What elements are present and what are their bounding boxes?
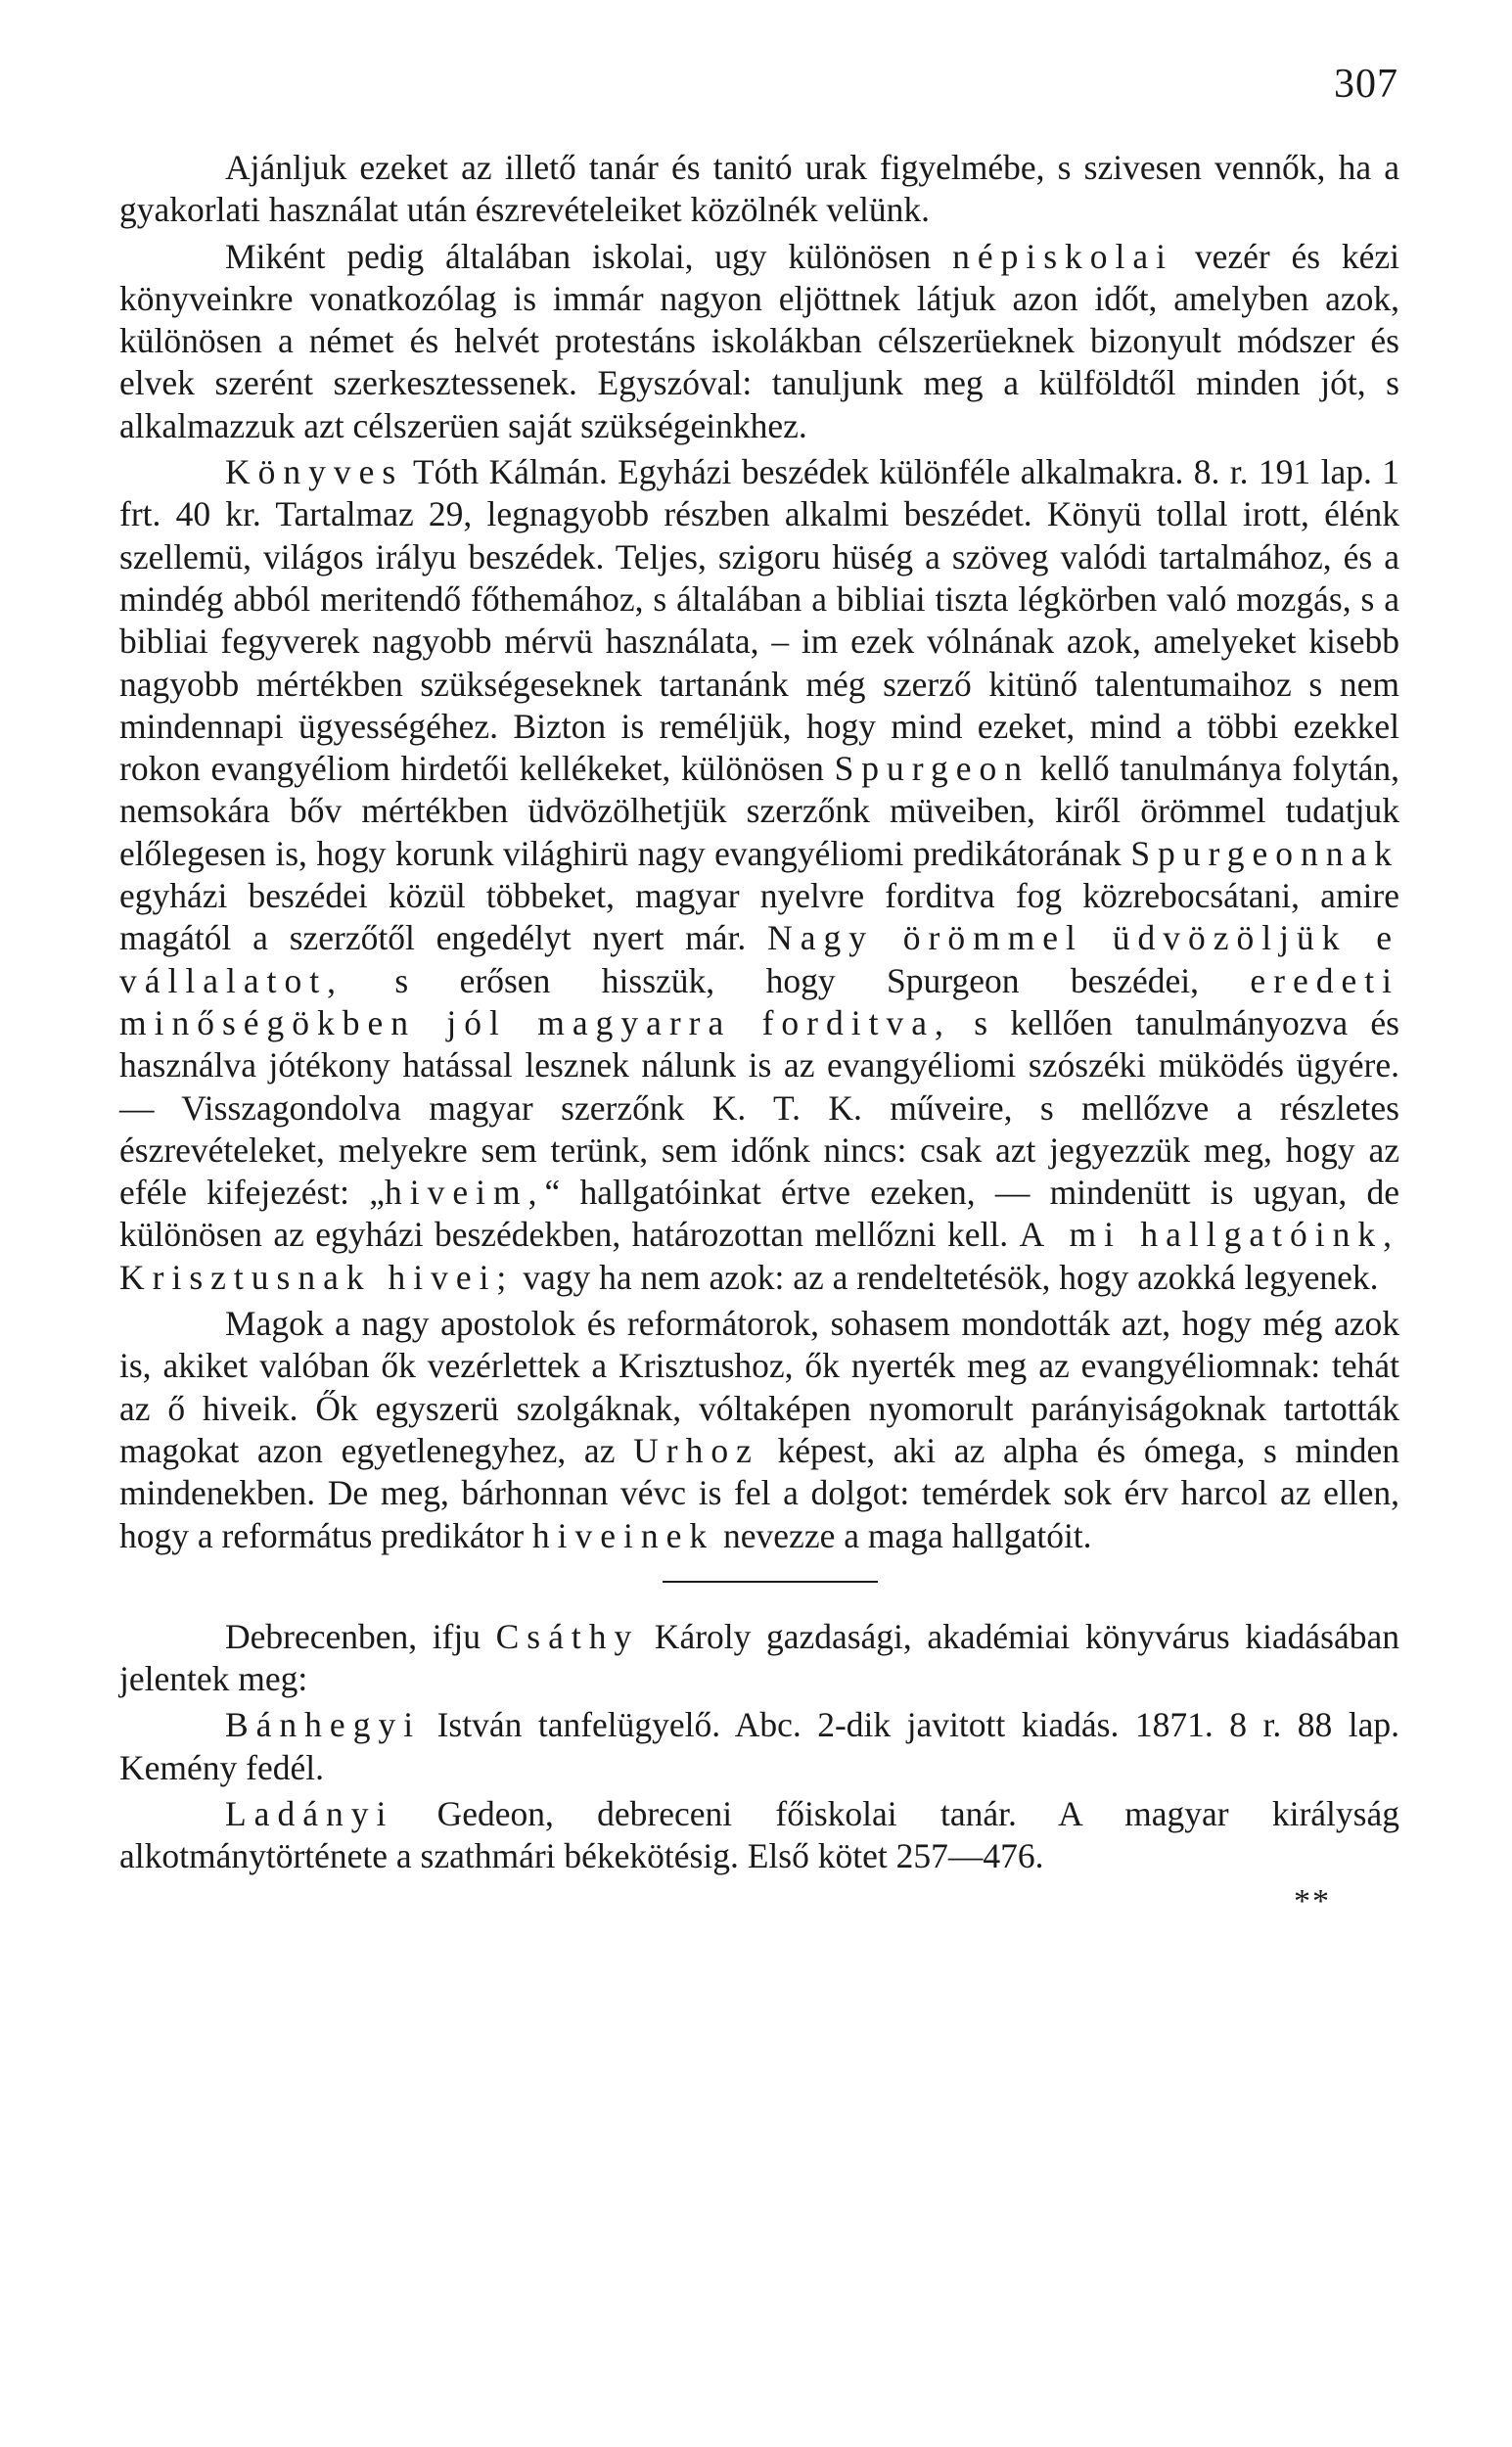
text-span: s erősen hisszük, hogy Spurgeon beszédei, xyxy=(343,960,1251,1000)
text-span: képest, aki az alpha és ómega, s minden mindenekben. De meg, bárhonnan vévc is fel a dolgot: temérdek sok érv harcol az ellen, hogy a református predikátor xyxy=(119,1430,1400,1555)
paragraph-apostles xyxy=(119,1303,1399,1557)
text-span: Magok a nagy apostolok és reformátorok, sohasem mondották azt, hogy még azok is, akiket valóban ők vezérlettek a Krisztushoz, ők nyerték meg az evangyéliomnak: tehát az ő hiveik. Ők egyszerü szolgáknak, vóltaképen nyomorult parányiságoknak tartották magokat azon egyetlenegyhez, az xyxy=(119,1304,1399,1470)
text-span: vagy ha nem azok: az a rendeltetésök, hogy azokká legyenek. xyxy=(514,1257,1379,1297)
emphasis-a-mi-hallgatoink: A mi hallgatóink, Krisztusnak hivei; xyxy=(119,1215,1399,1297)
paragraph-recommendation: Ajánljuk ezeket az illető tanár és tanitó urak figyelmébe, s szivesen vennők, ha a gyakorlati használat után észrevételeiket közölnék velünk. xyxy=(119,148,1399,230)
paragraph-publisher xyxy=(119,1616,1399,1701)
text-span: “ hallgatóinkat értve ezeken, — mindenütt is ugyan, de különösen az egyházi beszédekben, határozottan mellőzni kell. xyxy=(119,1173,1400,1255)
page-number: 307 xyxy=(1334,62,1398,107)
emphasis-urhoz: Urhoz xyxy=(633,1430,759,1470)
text-span: vezér és kézi könyveinkre vonatkozólag is immár nagyon eljöttnek látjuk azon időt, amelyben azok, különösen a német és helvét protestáns iskolákban célszerüeknek bizonyult módszer és elvek szerént szerkesztessenek. Egyszóval: tanuljunk meg a külföldtől minden jót, s alkalmazzuk azt célszerüen saját szükségeinkhez. xyxy=(119,236,1399,445)
paragraph-schoolbooks xyxy=(119,236,1399,447)
section-divider xyxy=(119,1561,1399,1616)
emphasis-ladanyi: Ladányi xyxy=(225,1793,394,1833)
text-span: egyházi beszédei közül többeket, magyar nyelvre forditva fog közrebocsátani, amire magától a szerzőtől engedélyt nyert már. xyxy=(119,876,1399,958)
emphasis-hiveinek: hiveinek xyxy=(531,1515,715,1555)
page-body xyxy=(119,147,1399,1922)
signature-stars: ** xyxy=(1294,1882,1331,1919)
paragraph-ladanyi xyxy=(119,1793,1399,1878)
text-span: kellő tanulmánya folytán, nemsokára bőv mértékben üdvözölhetjük szerzőnk müveiben, kiről örömmel tudatjuk előlegesen is, hogy korunk világhirü nagy evangyéliomi predikátorának xyxy=(119,749,1399,873)
emphasis-hiveim: hiveim, xyxy=(385,1173,545,1213)
text-span: Debrecenben, ifju xyxy=(225,1616,496,1656)
text-span: Gedeon, debreceni főiskolai tanár. A magyar királyság alkotmánytörténete a szathmári békekötésig. Első kötet 257—476. xyxy=(119,1793,1399,1876)
paragraph-review-toth xyxy=(119,451,1399,1299)
text-span: Tóth Kálmán. Egyházi beszédek különféle alkalmakra. 8. r. 191 lap. 1 frt. 40 kr. Tartalmaz 29, legnagyobb részben alkalmi beszédet. Könyü tollal irott, élénk szellemü, világos irályu beszédek. Teljes, szigoru hüség a szöveg valódi tartalmához, és a mindég abból meritendő főthemához, s általában a bibliai tiszta légkörben való mozgás, s a bibliai fegyverek nagyobb mérvü használata, – im ezek vólnának azok, amelyeket kisebb nagyobb mértékben szükségeseknek tartanánk még szerző kitünő talentumaihoz s nem mindennapi ügyességéhez. Bizton is reméljük, hogy mind ezeket, mind a többi ezekkel rokon evangyéliom hirdetői kellékeket, különösen xyxy=(119,452,1399,789)
text-span: nevezze a maga hallgatóit. xyxy=(714,1515,1092,1555)
emphasis-spurgeonnak: Spurgeonnak xyxy=(1130,833,1399,873)
text-span: s kellően tanulmányozva és használva jótékony hatással lesznek nálunk is az evangyéliomi szószéki müködés ügyére. — Visszagondolva magyar szerzőnk K. T. K. műveire, s mellőzve a részletes észrevételeket, melyekre sem terünk, sem időnk nincs: csak azt jegyezzük meg, hogy az eféle kifejezést: „ xyxy=(119,1002,1399,1213)
text-span: István tanfelügyelő. Abc. 2-dik javitott kiadás. 1871. 8 r. 88 lap. Kemény fedél. xyxy=(119,1705,1399,1787)
emphasis-author-konyves: Könyves xyxy=(225,452,404,492)
text-span: Károly gazdasági, akadémiai könyvárus kiadásában jelentek meg: xyxy=(119,1616,1400,1699)
emphasis-csathy: Csáthy xyxy=(495,1616,640,1656)
emphasis-nagy-orommel: Nagy örömmel üdvözöljük e vállalatot, xyxy=(119,918,1399,1000)
paragraph-banhegyi xyxy=(119,1704,1399,1789)
emphasis-spurgeon: Spurgeon xyxy=(834,749,1030,789)
emphasis-nepiskolai: népiskolai xyxy=(952,236,1174,276)
text-span: Miként pedig általában iskolai, ugy különösen xyxy=(225,236,953,276)
emphasis-banhegyi: Bánhegyi xyxy=(225,1705,422,1745)
divider-line xyxy=(663,1581,878,1583)
emphasis-eredeti: eredeti minőségökben jól magyarra forditva, xyxy=(119,960,1399,1042)
